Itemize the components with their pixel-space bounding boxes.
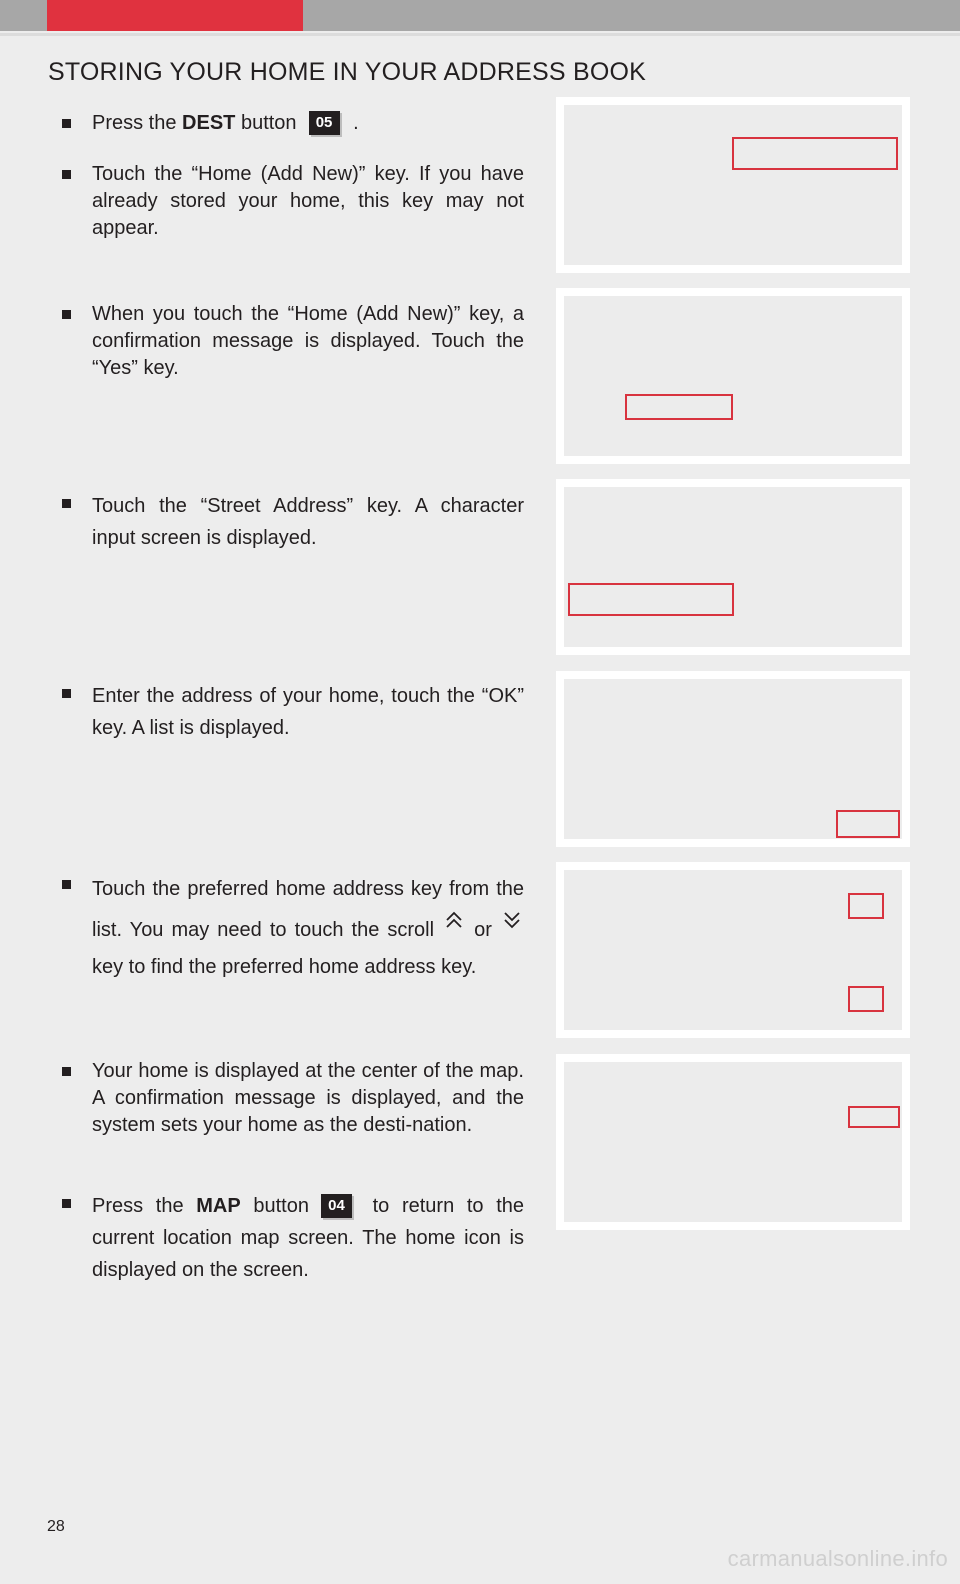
dest-button-label: DEST: [182, 112, 236, 134]
screen-image-2: [556, 288, 910, 464]
bullet-icon: [62, 499, 71, 508]
step-3: [62, 301, 524, 382]
screen-image-3: [556, 479, 910, 655]
highlight-street-address-key: [568, 583, 734, 616]
bullet-icon: [62, 1067, 71, 1076]
highlight-ok-key: [836, 810, 900, 838]
step-1: [62, 110, 524, 137]
top-bar: [0, 0, 960, 31]
step-4-text: Touch the “Street Address” key. A character input screen is displayed.: [92, 495, 524, 549]
highlight-home-add-new-key: [732, 137, 898, 170]
map-button-label: MAP: [196, 1195, 241, 1217]
bullet-icon: [62, 310, 71, 319]
step-1-text: Press the DEST button 05 .: [92, 112, 359, 134]
map-button-badge-icon: 04: [321, 1194, 352, 1218]
highlight-yes-key: [625, 394, 733, 420]
highlight-confirm-key: [848, 1106, 900, 1128]
step-2: [62, 161, 524, 242]
screen-image-5: [556, 862, 910, 1038]
step-8-text: Press the MAP button 04 to return to the current location map screen. The home icon is displayed on the screen.: [92, 1195, 524, 1281]
screen-image-1: [556, 97, 910, 273]
bullet-icon: [62, 170, 71, 179]
bullet-icon: [62, 1199, 71, 1208]
bullet-icon: [62, 880, 71, 889]
bullet-icon: [62, 689, 71, 698]
page-number: 28: [47, 1518, 65, 1535]
step-6: [62, 871, 524, 986]
screen-image-6: [556, 1054, 910, 1230]
step-3-text: When you touch the “Home (Add New)” key, a confirmation message is displayed. Touch the “Yes” key.: [92, 303, 524, 379]
step-2-text: Touch the “Home (Add New)” key. If you have already stored your home, this key may not appear.: [92, 163, 524, 239]
top-bar-divider: [0, 33, 960, 36]
step-5: [62, 680, 524, 744]
top-bar-accent: [47, 0, 303, 31]
bullet-icon: [62, 119, 71, 128]
step-8: [62, 1190, 524, 1286]
step-7: [62, 1058, 524, 1139]
chevron-double-down-icon: [500, 908, 524, 932]
section-title: STORING YOUR HOME IN YOUR ADDRESS BOOK: [48, 58, 646, 86]
step-6-text: Touch the preferred home address key from the list. You may need to touch the scroll or key to find the preferred home address key.: [92, 878, 524, 978]
highlight-scroll-down-key: [848, 986, 884, 1012]
step-4: [62, 490, 524, 554]
dest-button-badge-icon: 05: [309, 111, 340, 135]
watermark: carmanualsonline.info: [727, 1546, 948, 1571]
chevron-double-up-icon: [442, 908, 466, 932]
highlight-scroll-up-key: [848, 893, 884, 919]
step-5-text: Enter the address of your home, touch the “OK” key. A list is displayed.: [92, 685, 524, 739]
step-7-text: Your home is displayed at the center of the map. A confirmation message is displayed, and the system sets your home as the desti-nation.: [92, 1060, 524, 1136]
screen-image-4: [556, 671, 910, 847]
